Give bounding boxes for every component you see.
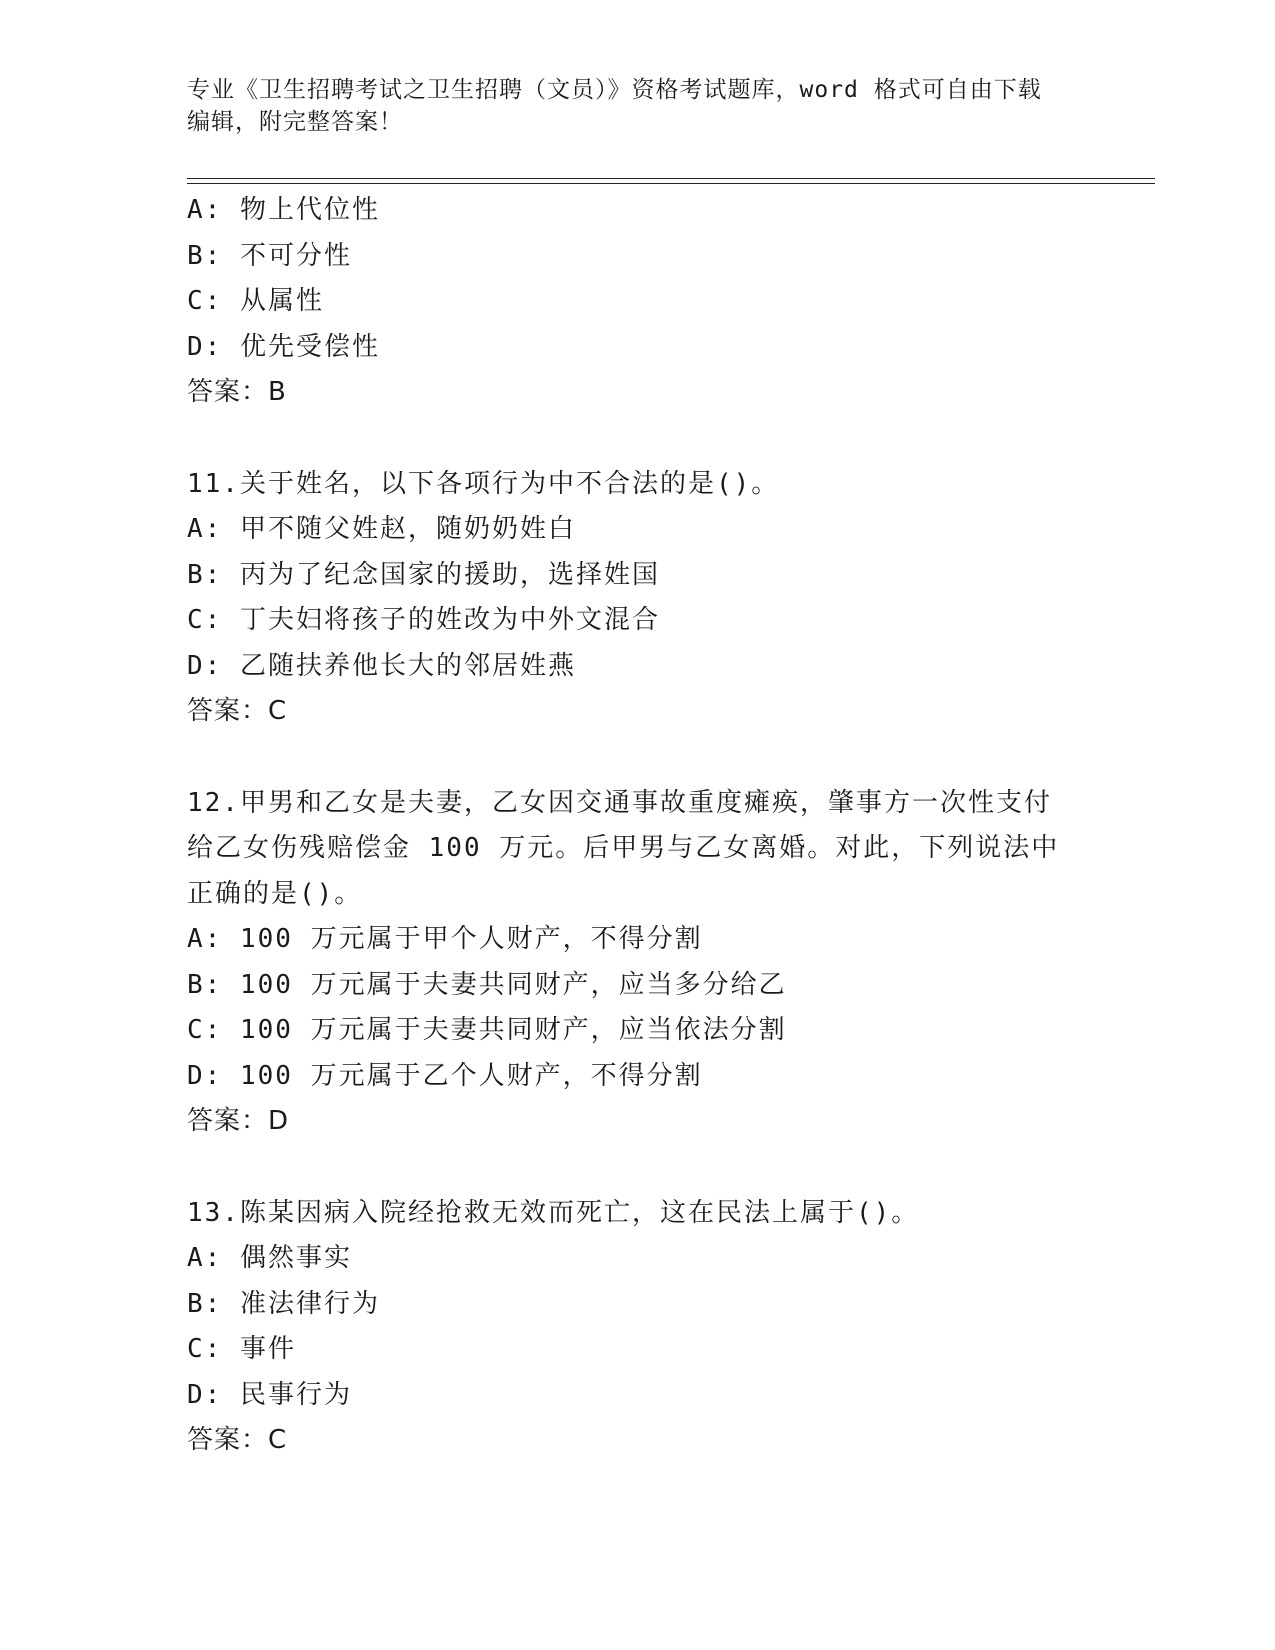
option-a: A: 甲不随父姓赵，随奶奶姓白	[187, 514, 576, 544]
option-c: C: 事件	[187, 1334, 296, 1364]
document-header	[187, 74, 1087, 138]
question-10	[187, 188, 1087, 416]
spacer	[187, 735, 1087, 781]
question-13	[187, 1191, 1087, 1464]
header-divider-top	[187, 178, 1155, 179]
option-b: B: 不可分性	[187, 240, 352, 271]
option-b: B: 准法律行为	[187, 1288, 380, 1319]
option-a: A: 物上代位性	[187, 195, 380, 225]
header-line-1: 专业《卫生招聘考试之卫生招聘（文员）》资格考试题库，word 格式可自由下载	[187, 77, 1042, 103]
question-stem: 11.关于姓名，以下各项行为中不合法的是()。	[187, 468, 780, 499]
answer: 答案：C	[187, 696, 288, 726]
option-d: D: 乙随扶养他长大的邻居姓燕	[187, 650, 576, 681]
question-stem-line-1: 12.甲男和乙女是夫妻，乙女因交通事故重度瘫痪，肇事方一次性支付	[187, 787, 1052, 818]
question-12	[187, 781, 1087, 1145]
question-11	[187, 462, 1087, 735]
option-d: D: 100 万元属于乙个人财产，不得分割	[187, 1060, 703, 1091]
question-stem-line-2: 给乙女伤残赔偿金 100 万元。后甲男与乙女离婚。对此，下列说法中	[187, 833, 1060, 863]
option-a: A: 100 万元属于甲个人财产，不得分割	[187, 924, 703, 954]
answer: 答案：B	[187, 377, 287, 407]
spacer	[187, 416, 1087, 462]
header-line-2: 编辑，附完整答案！	[187, 109, 403, 135]
option-c: C: 丁夫妇将孩子的姓改为中外文混合	[187, 605, 660, 635]
option-c: C: 从属性	[187, 286, 324, 316]
option-b: B: 100 万元属于夫妻共同财产，应当多分给乙	[187, 969, 787, 1000]
option-d: D: 优先受偿性	[187, 331, 380, 362]
question-list	[187, 188, 1087, 1464]
option-b: B: 丙为了纪念国家的援助，选择姓国	[187, 559, 660, 590]
option-d: D: 民事行为	[187, 1379, 352, 1410]
option-c: C: 100 万元属于夫妻共同财产，应当依法分割	[187, 1015, 787, 1045]
answer: 答案：C	[187, 1425, 288, 1455]
question-stem: 13.陈某因病入院经抢救无效而死亡，这在民法上属于()。	[187, 1197, 920, 1228]
spacer	[187, 1145, 1087, 1191]
answer: 答案：D	[187, 1106, 290, 1136]
header-divider-bottom	[187, 183, 1155, 184]
option-a: A: 偶然事实	[187, 1243, 352, 1273]
question-stem-line-3: 正确的是()。	[187, 878, 363, 909]
